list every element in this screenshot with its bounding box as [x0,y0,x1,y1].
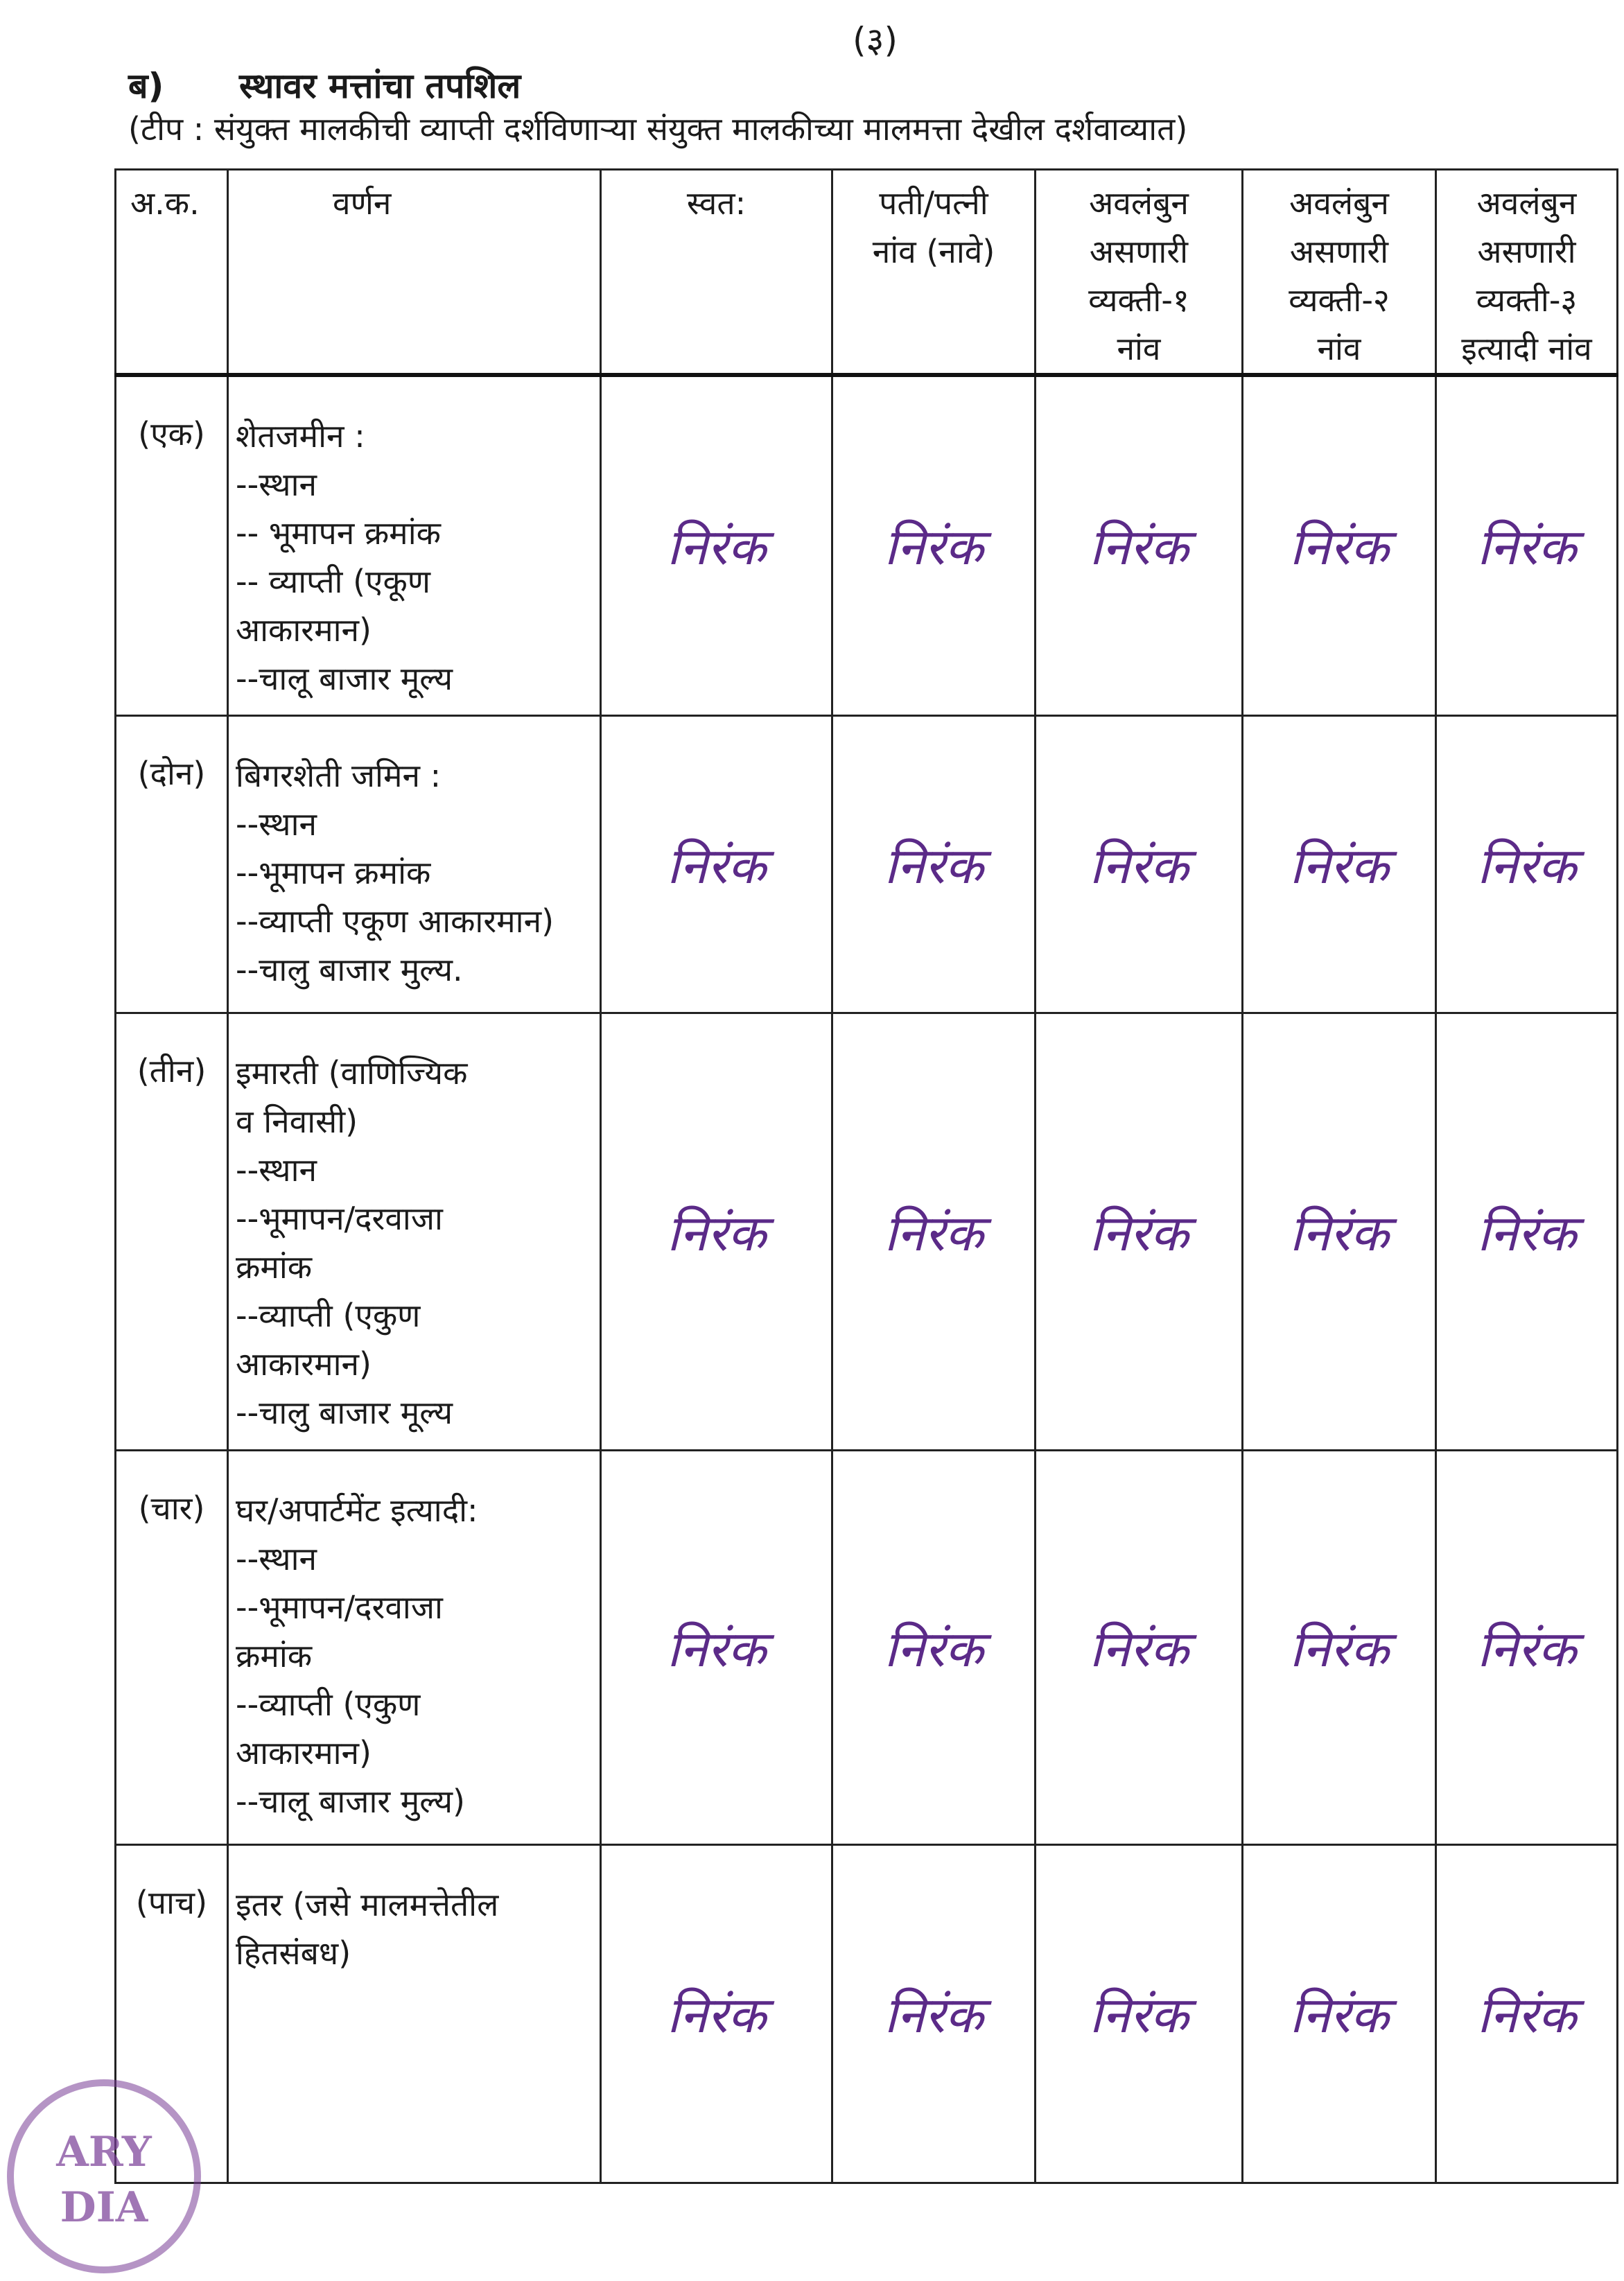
handwritten-nil-entry: निरंक [832,715,1036,1013]
handwritten-nil-entry: निरंक [1436,1450,1618,1844]
header-line: पती/पत्नी [879,184,988,222]
handwritten-nil-entry: निरंक [1243,1013,1436,1450]
header-self: स्वत: [601,170,832,376]
description-line: क्रमांक [236,1636,313,1675]
description-line: --स्थान [236,805,317,843]
header-line: अवलंबुन [1476,184,1577,222]
section-note: (टीप : संयुक्त मालकीची व्याप्ती दर्शविणाऱ्या संयुक्त मालकीच्या मालमत्ता देखील दर्शवाव्यात) [128,110,1188,148]
header-line: व्यक्ती-२ [1289,281,1390,319]
description-line: --व्याप्ती एकूण आकारमान) [236,902,555,940]
description-line: --व्याप्ती (एकुण [236,1296,421,1334]
header-line: असणारी [1477,233,1576,270]
description-line: क्रमांक [236,1248,313,1286]
header-line: असणारी [1289,233,1389,270]
table-row [116,375,1618,715]
handwritten-nil-entry: निरंक [1036,1450,1243,1844]
row-number: (चार) [116,1450,228,1844]
handwritten-nil-entry: निरंक [832,375,1036,715]
header-dependent-1 [1036,170,1243,376]
description-line: इमारती (वाणिज्यिक [236,1054,468,1092]
description-line: हितसंबध) [236,1934,351,1972]
handwritten-nil-entry: निरंक [601,375,832,715]
handwritten-nil-entry: निरंक [1036,715,1243,1013]
description-line: घर/अपार्टमेंट इत्यादी: [236,1491,478,1529]
description-line: --स्थान [236,1151,317,1189]
row-number: (दोन) [116,715,228,1013]
header-line: नांव (नावे) [872,233,995,270]
handwritten-nil-entry: निरंक [1436,375,1618,715]
section-title: स्थावर मत्तांचा तपशिल [239,66,521,106]
handwritten-nil-entry: निरंक [1036,1844,1243,2183]
row-description [228,1013,601,1450]
stamp-lettering: DIA [60,2183,148,2232]
description-line: -- व्याप्ती (एकूण [236,563,431,600]
description-line: आकारमान) [236,1733,372,1772]
handwritten-nil-entry: निरंक [1436,715,1618,1013]
row-description [228,715,601,1013]
description-line: --चालू बाजार मूल्य [236,660,453,697]
handwritten-nil-entry: निरंक [832,1013,1036,1450]
table-row [116,1450,1618,1844]
header-line: इत्यादी नांव [1461,330,1592,367]
header-line: नांव [1317,330,1361,367]
row-description [228,1844,601,2183]
section-label: ब) [128,66,164,106]
description-line: --स्थान [236,1539,317,1578]
description-line: --चालू बाजार मुल्य) [236,1782,465,1820]
header-dependent-3 [1436,170,1618,376]
description-line: आकारमान) [236,611,372,649]
handwritten-nil-entry: निरंक [1036,375,1243,715]
header-line: व्यक्ती-१ [1088,281,1189,319]
table-body [116,375,1618,2183]
description-line: इतर (जसे मालमत्तेतील [236,1885,499,1923]
description-line: --भूमापन/दरवाजा [236,1199,443,1237]
header-line: असणारी [1089,233,1189,270]
description-line: आकारमान) [236,1345,372,1383]
row-description [228,375,601,715]
immovable-assets-table [114,168,1618,2184]
header-sr: अ.क. [116,170,228,376]
handwritten-nil-entry: निरंक [832,1450,1036,1844]
header-line: नांव [1117,330,1161,367]
handwritten-nil-entry: निरंक [1436,1013,1618,1450]
handwritten-nil-entry: निरंक [601,715,832,1013]
handwritten-nil-entry: निरंक [1243,715,1436,1013]
table-row [116,1844,1618,2183]
row-description [228,1450,601,1844]
header-desc: वर्णन [228,170,601,376]
handwritten-nil-entry: निरंक [1436,1844,1618,2183]
header-spouse [832,170,1036,376]
handwritten-nil-entry: निरंक [1036,1013,1243,1450]
description-line: --स्थान [236,466,317,503]
official-stamp [7,2079,201,2273]
stamp-lettering: ARY [56,2128,152,2176]
header-line: अवलंबुन [1089,184,1189,222]
row-number: (एक) [116,375,228,715]
handwritten-nil-entry: निरंक [601,1013,832,1450]
description-line: बिगरशेती जमिन : [236,756,442,794]
row-number: (तीन) [116,1013,228,1450]
table-header-row [116,170,1618,376]
handwritten-nil-entry: निरंक [1243,375,1436,715]
description-line: --भूमापन क्रमांक [236,853,431,891]
header-line: अवलंबुन [1289,184,1389,222]
section-heading [128,61,521,108]
description-line: --चालु बाजार मुल्य. [236,950,463,988]
description-line: -- भूमापन क्रमांक [236,514,441,552]
row-number: (पाच) [116,1844,228,2183]
handwritten-nil-entry: निरंक [601,1450,832,1844]
page-number: (३) [853,20,898,60]
description-line: शेतजमीन : [236,417,365,455]
handwritten-nil-entry: निरंक [832,1844,1036,2183]
description-line: --चालु बाजार मूल्य [236,1393,453,1431]
header-dependent-2 [1243,170,1436,376]
table-row [116,715,1618,1013]
description-line: व निवासी) [236,1102,358,1140]
handwritten-nil-entry: निरंक [1243,1450,1436,1844]
description-line: --भूमापन/दरवाजा [236,1588,443,1626]
handwritten-nil-entry: निरंक [601,1844,832,2183]
header-line: व्यक्ती-३ [1476,281,1578,319]
table-row [116,1013,1618,1450]
handwritten-nil-entry: निरंक [1243,1844,1436,2183]
description-line: --व्याप्ती (एकुण [236,1685,421,1723]
